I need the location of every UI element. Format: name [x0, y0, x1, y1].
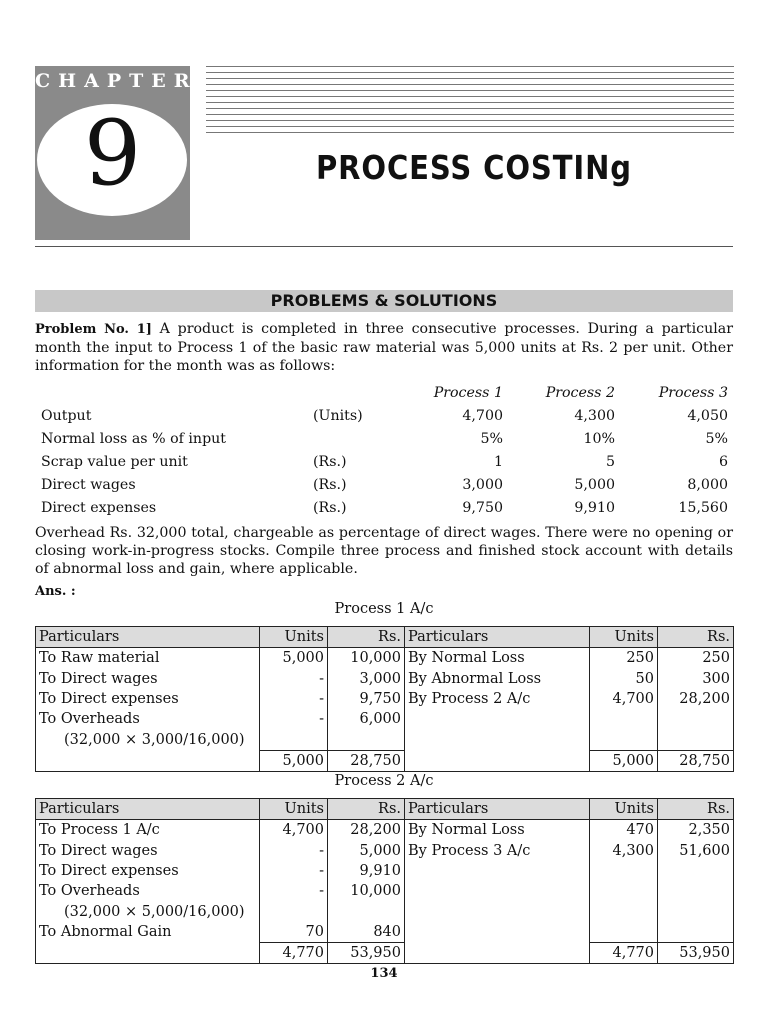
table-cell: To Direct wages	[36, 669, 260, 689]
table-cell	[658, 901, 734, 921]
table-cell	[658, 881, 734, 901]
header-rule	[35, 246, 733, 247]
total-cell: 53,950	[658, 943, 734, 964]
info-label: Output	[41, 408, 92, 424]
info-p1: 1	[493, 454, 503, 470]
table-header-row	[36, 627, 734, 648]
header-rs: Rs.	[658, 627, 734, 648]
table-cell: 50	[590, 669, 658, 689]
section-heading: PROBLEMS & SOLUTIONS	[35, 290, 733, 312]
problem-label: Problem No. 1]	[35, 322, 152, 337]
header-particulars: Particulars	[36, 799, 260, 820]
info-p1: 9,750	[462, 500, 503, 516]
info-row	[35, 405, 733, 428]
header-rs: Rs.	[328, 799, 405, 820]
table-row	[36, 881, 734, 901]
info-p3: 8,000	[687, 477, 728, 493]
table-cell	[658, 729, 734, 750]
table-row	[36, 709, 734, 729]
table-cell: 4,700	[260, 820, 328, 841]
total-cell: 28,750	[658, 750, 734, 771]
table-cell: To Abnormal Gain	[36, 922, 260, 943]
table-cell: To Direct wages	[36, 841, 260, 861]
table-cell	[405, 881, 590, 901]
info-p1: 3,000	[462, 477, 503, 493]
table-cell: 3,000	[328, 669, 405, 689]
process-2-account-table	[35, 798, 734, 964]
table-cell: By Normal Loss	[405, 820, 590, 841]
info-p2: 5	[605, 454, 615, 470]
table-cell: 5,000	[260, 648, 328, 669]
info-unit: (Units)	[313, 408, 363, 424]
info-header-p2: Process 2	[545, 385, 615, 401]
table-cell: 2,350	[658, 820, 734, 841]
table-cell: By Process 2 A/c	[405, 689, 590, 709]
table-cell: To Direct expenses	[36, 861, 260, 881]
table-cell	[658, 861, 734, 881]
table-cell	[328, 901, 405, 921]
table-cell: (32,000 × 3,000/16,000)	[36, 729, 260, 750]
info-p3: 5%	[705, 431, 728, 447]
info-label: Direct expenses	[41, 500, 157, 516]
total-cell: 5,000	[590, 750, 658, 771]
table-cell: To Raw material	[36, 648, 260, 669]
header-particulars: Particulars	[405, 627, 590, 648]
total-cell: 28,750	[328, 750, 405, 771]
chapter-badge	[35, 66, 198, 240]
table-cell	[405, 922, 590, 943]
table-header-row	[36, 799, 734, 820]
table-cell: 470	[590, 820, 658, 841]
info-row	[35, 428, 733, 451]
total-row	[36, 943, 734, 964]
info-p1: 4,700	[462, 408, 503, 424]
table-cell: 250	[658, 648, 734, 669]
table-cell: By Normal Loss	[405, 648, 590, 669]
info-p2: 9,910	[574, 500, 615, 516]
table-row	[36, 729, 734, 750]
table-cell: -	[260, 861, 328, 881]
header-units: Units	[590, 799, 658, 820]
header-rs: Rs.	[328, 627, 405, 648]
info-p2: 5,000	[574, 477, 615, 493]
table-cell	[260, 729, 328, 750]
table-cell: By Process 3 A/c	[405, 841, 590, 861]
header-particulars: Particulars	[405, 799, 590, 820]
account-title: Process 1 A/c	[334, 601, 434, 617]
table-row	[36, 841, 734, 861]
info-p2: 4,300	[574, 408, 615, 424]
page-number: 134	[370, 966, 398, 981]
table-cell: 10,000	[328, 881, 405, 901]
answer-label: Ans. :	[35, 584, 76, 599]
table-cell	[590, 922, 658, 943]
table-row	[36, 669, 734, 689]
table-row	[36, 648, 734, 669]
info-label: Normal loss as % of input	[41, 431, 226, 447]
table-cell	[658, 922, 734, 943]
table-cell	[328, 729, 405, 750]
table-cell	[405, 709, 590, 729]
table-cell: To Process 1 A/c	[36, 820, 260, 841]
table-cell	[590, 901, 658, 921]
total-row	[36, 750, 734, 771]
info-unit: (Rs.)	[313, 454, 347, 470]
table-cell: To Overheads	[36, 881, 260, 901]
table-cell: -	[260, 709, 328, 729]
table-cell	[405, 729, 590, 750]
chapter-word: CHAPTER	[35, 70, 198, 92]
info-row	[35, 497, 733, 520]
info-p3: 15,560	[678, 500, 728, 516]
total-cell: 53,950	[328, 943, 405, 964]
total-blank	[405, 750, 590, 771]
table-cell	[260, 901, 328, 921]
process-1-account-table	[35, 626, 734, 772]
info-row	[35, 474, 733, 497]
info-label: Direct wages	[41, 477, 136, 493]
table-cell: -	[260, 689, 328, 709]
table-row	[36, 861, 734, 881]
table-cell: 9,910	[328, 861, 405, 881]
info-unit: (Rs.)	[313, 477, 347, 493]
table-row	[36, 922, 734, 943]
table-cell: 840	[328, 922, 405, 943]
table-cell: By Abnormal Loss	[405, 669, 590, 689]
info-header-p3: Process 3	[658, 385, 728, 401]
info-p1: 5%	[480, 431, 503, 447]
header-units: Units	[590, 627, 658, 648]
account-title: Process 2 A/c	[334, 773, 434, 789]
table-cell: 4,700	[590, 689, 658, 709]
table-cell	[590, 709, 658, 729]
header-units: Units	[260, 627, 328, 648]
info-p3: 4,050	[687, 408, 728, 424]
table-cell: 4,300	[590, 841, 658, 861]
chapter-number: 9	[83, 101, 142, 206]
problem-outro: Overhead Rs. 32,000 total, chargeable as percentage of direct wages. There were no opening or closing work-in-progress stocks. Compile three process and finished stock account with details of abnormal loss and gain, where applicable.	[35, 525, 733, 577]
header-particulars: Particulars	[36, 627, 260, 648]
table-cell: 250	[590, 648, 658, 669]
chapter-title: PROCESS COSTINg	[316, 148, 632, 187]
total-blank	[405, 943, 590, 964]
table-cell	[658, 709, 734, 729]
info-table	[35, 382, 733, 520]
table-row	[36, 820, 734, 841]
table-cell: 70	[260, 922, 328, 943]
table-cell: -	[260, 669, 328, 689]
table-cell: 9,750	[328, 689, 405, 709]
table-cell	[405, 901, 590, 921]
title-stripes	[206, 66, 734, 136]
table-cell: 6,000	[328, 709, 405, 729]
total-blank	[36, 943, 260, 964]
table-cell	[405, 861, 590, 881]
table-row	[36, 901, 734, 921]
table-cell: 28,200	[658, 689, 734, 709]
total-cell: 4,770	[590, 943, 658, 964]
header-units: Units	[260, 799, 328, 820]
problem-intro-text: A product is completed in three consecutive processes. During a particular month the input to Process 1 of the basic raw material was 5,000 units at Rs. 2 per unit. Other information for the month was as follows:	[35, 321, 733, 374]
info-header-p1: Process 1	[433, 385, 503, 401]
table-cell	[590, 861, 658, 881]
table-cell: To Overheads	[36, 709, 260, 729]
info-unit: (Rs.)	[313, 500, 347, 516]
header-rs: Rs.	[658, 799, 734, 820]
total-cell: 4,770	[260, 943, 328, 964]
info-row	[35, 451, 733, 474]
table-cell: 28,200	[328, 820, 405, 841]
table-cell: 51,600	[658, 841, 734, 861]
table-cell: (32,000 × 5,000/16,000)	[36, 901, 260, 921]
table-cell: -	[260, 881, 328, 901]
table-cell: -	[260, 841, 328, 861]
info-p3: 6	[718, 454, 728, 470]
info-header-row	[35, 382, 733, 405]
info-label: Scrap value per unit	[41, 454, 188, 470]
table-cell: 300	[658, 669, 734, 689]
table-cell: To Direct expenses	[36, 689, 260, 709]
table-cell	[590, 729, 658, 750]
table-cell: 5,000	[328, 841, 405, 861]
table-cell	[590, 881, 658, 901]
total-cell: 5,000	[260, 750, 328, 771]
table-cell: 10,000	[328, 648, 405, 669]
total-blank	[36, 750, 260, 771]
info-p2: 10%	[583, 431, 615, 447]
problem-intro	[35, 320, 733, 375]
table-row	[36, 689, 734, 709]
